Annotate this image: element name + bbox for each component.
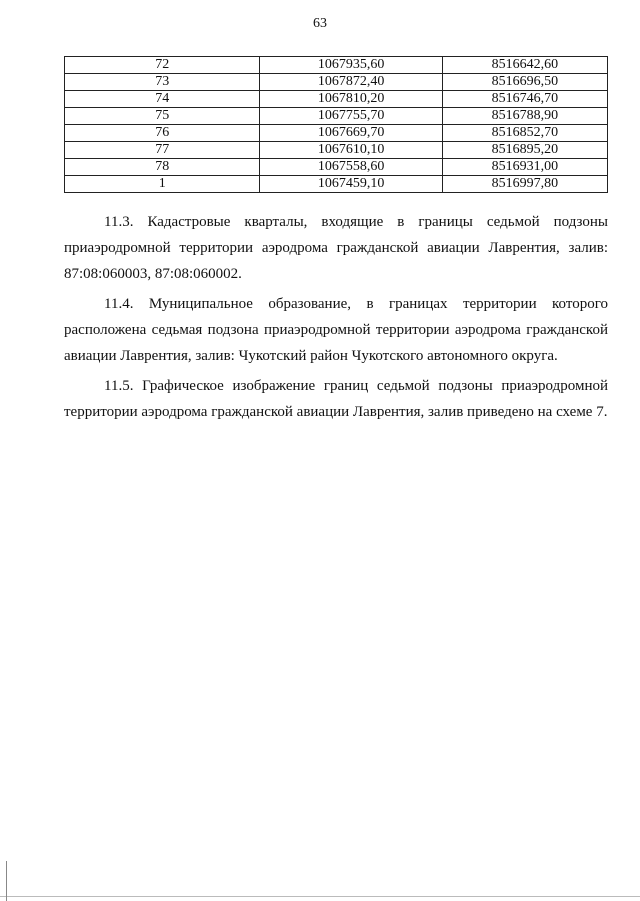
x-coordinate-cell: 1067669,70 <box>260 125 442 142</box>
x-coordinate-cell: 1067935,60 <box>260 57 442 74</box>
table-row <box>65 142 608 159</box>
point-number-cell: 76 <box>65 125 260 142</box>
x-coordinate-cell: 1067810,20 <box>260 91 442 108</box>
table-row <box>65 125 608 142</box>
y-coordinate-cell: 8516931,00 <box>442 159 607 176</box>
point-number-cell: 73 <box>65 74 260 91</box>
paragraph-municipality: 11.4. Муниципальное образование, в границах территории которого расположена седьмая подзона приаэродромной территории аэродрома гражданской авиации Лаврентия, залив: Чукотский район Чукотского автономного округа. <box>64 296 608 364</box>
scan-edge-mark <box>6 861 7 901</box>
table-row <box>65 176 608 193</box>
table-row <box>65 159 608 176</box>
x-coordinate-cell: 1067558,60 <box>260 159 442 176</box>
y-coordinate-cell: 8516895,20 <box>442 142 607 159</box>
y-coordinate-cell: 8516852,70 <box>442 125 607 142</box>
point-number-cell: 78 <box>65 159 260 176</box>
coordinates-table <box>64 56 608 193</box>
x-coordinate-cell: 1067610,10 <box>260 142 442 159</box>
point-number-cell: 75 <box>65 108 260 125</box>
y-coordinate-cell: 8516642,60 <box>442 57 607 74</box>
x-coordinate-cell: 1067755,70 <box>260 108 442 125</box>
table-row <box>65 108 608 125</box>
scan-edge-line <box>0 896 640 897</box>
y-coordinate-cell: 8516746,70 <box>442 91 607 108</box>
paragraph-cadastral-quarters: 11.3. Кадастровые кварталы, входящие в границы седьмой подзоны приаэродромной территории аэродрома гражданской авиации Лаврентия, залив: 87:08:060003, 87:08:060002. <box>64 214 608 282</box>
x-coordinate-cell: 1067872,40 <box>260 74 442 91</box>
y-coordinate-cell: 8516696,50 <box>442 74 607 91</box>
table-row <box>65 91 608 108</box>
x-coordinate-cell: 1067459,10 <box>260 176 442 193</box>
point-number-cell: 77 <box>65 142 260 159</box>
table-row <box>65 57 608 74</box>
page-number: 63 <box>313 16 327 31</box>
point-number-cell: 1 <box>65 176 260 193</box>
y-coordinate-cell: 8516997,80 <box>442 176 607 193</box>
point-number-cell: 72 <box>65 57 260 74</box>
document-body <box>64 209 608 429</box>
paragraph-graphic-scheme: 11.5. Графическое изображение границ седьмой подзоны приаэродромной территории аэродрома гражданской авиации Лаврентия, залив приведено на схеме 7. <box>64 378 608 420</box>
y-coordinate-cell: 8516788,90 <box>442 108 607 125</box>
table-row <box>65 74 608 91</box>
point-number-cell: 74 <box>65 91 260 108</box>
